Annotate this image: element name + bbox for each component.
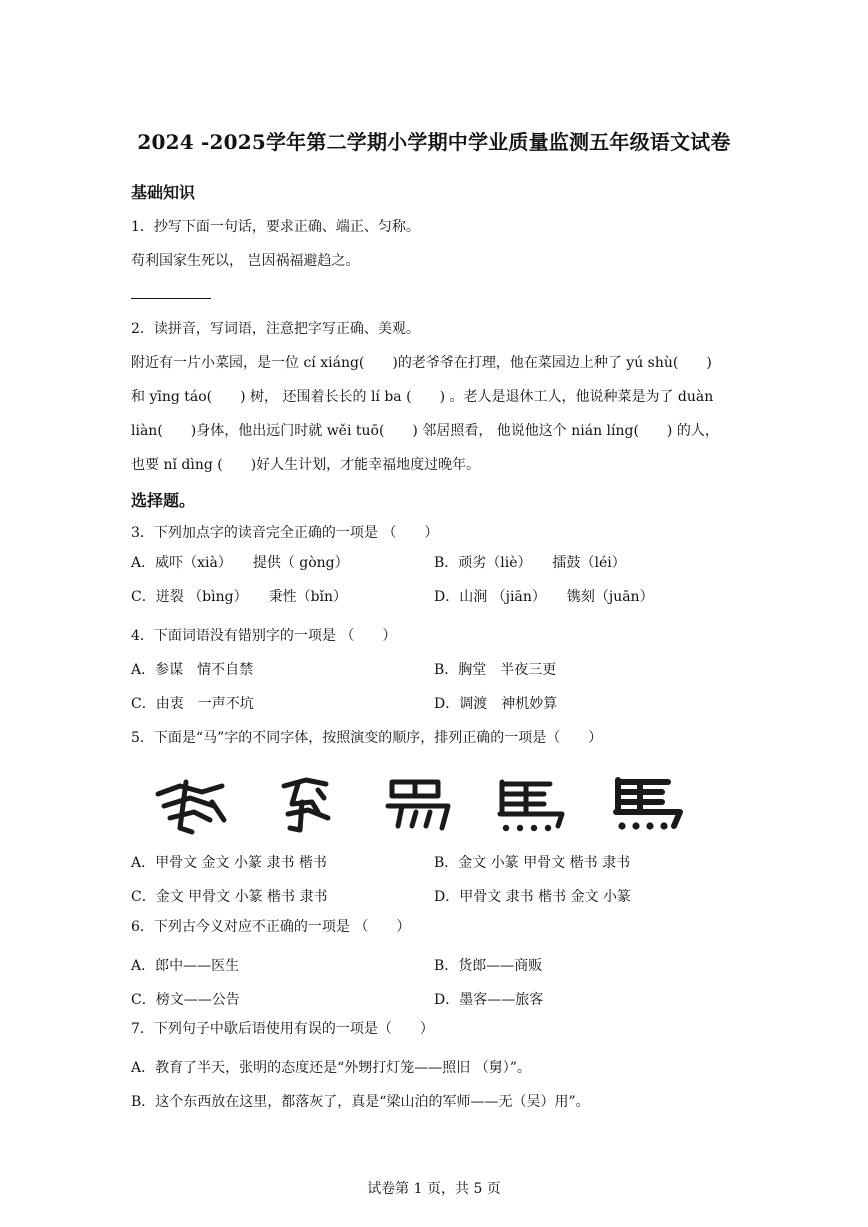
q1-stem: 1．抄写下面一句话，要求正确、端正、匀称。 <box>131 219 420 235</box>
q4-option-b: B．胸堂 半夜三更 <box>434 662 557 678</box>
q5-option-d: D．甲骨文 隶书 楷书 金文 小篆 <box>434 889 632 905</box>
q6-option-d: D．墨客——旅客 <box>434 992 544 1008</box>
q7-option-a: A．教育了半天，张明的态度还是“外甥打灯笼——照旧 （舅）”。 <box>131 1060 531 1076</box>
q7-stem: 7．下列句子中歇后语使用有误的一项是（ ） <box>131 1021 434 1037</box>
q2-line-4: 也要 nǐ dìng ( )好人生计划，才能幸福地度过晚年。 <box>131 457 481 473</box>
section-heading-basic: 基础知识 <box>131 183 196 202</box>
q2-line-3: liàn( )身体，他出远门时就 wěi tuō( ) 邻居照看， 他说他这个 nián líng( ) 的人， <box>131 423 719 439</box>
q6-option-b: B．货郎——商贩 <box>434 958 543 974</box>
q3-option-a: A．威吓（xià） 提供（ gòng） <box>131 555 349 571</box>
regular-dots <box>618 822 667 829</box>
q5-option-b: B．金文 小篆 甲骨文 楷书 隶书 <box>434 855 631 871</box>
q4-option-d: D．调渡 神机妙算 <box>434 696 558 712</box>
ma-character-scripts-image <box>150 772 690 836</box>
q6-option-a: A．郎中——医生 <box>131 958 240 974</box>
q6-option-c: C．榜文——公告 <box>131 992 240 1008</box>
q4-option-c: C．由衷 一声不坑 <box>131 696 254 712</box>
q2-stem: 2．读拼音，写词语，注意把字写正确、美观。 <box>131 321 420 337</box>
page-title: 2024 -2025学年第二学期小学期中学业质量监测五年级语文试卷 <box>137 130 731 154</box>
page-footer: 试卷第 1 页，共 5 页 <box>367 1181 501 1197</box>
q7-option-b: B．这个东西放在这里，都落灰了，真是“梁山泊的军师——无（吴）用”。 <box>131 1094 590 1110</box>
q5-stem: 5．下面是“马”字的不同字体，按照演变的顺序，排列正确的一项是（ ） <box>131 730 603 746</box>
clerical-dots <box>503 825 551 831</box>
q5-option-a: A．甲骨文 金文 小篆 隶书 楷书 <box>131 855 327 871</box>
answer-blank-line <box>131 298 211 299</box>
q3-option-d: D．山涧 （jiān） 镌刻（juān） <box>434 589 654 605</box>
q5-option-c: C．金文 甲骨文 小篆 楷书 隶书 <box>131 889 328 905</box>
q4-stem: 4．下面词语没有错别字的一项是 （ ） <box>131 628 397 644</box>
regular-script-glyph <box>616 780 680 826</box>
section-heading-choice: 选择题。 <box>131 491 196 510</box>
q3-stem: 3．下列加点字的读音完全正确的一项是 （ ） <box>131 525 439 541</box>
q2-line-1: 附近有一片小菜园，是一位 cí xiáng( )的老爷爷在打理，他在菜园边上种了 yú shù( ) <box>131 355 712 371</box>
q2-line-2: 和 yīng táo( ) 树， 还围着长长的 lí ba ( ) 。老人是退休工人，他说种菜是为了 duàn <box>131 389 714 405</box>
ma-scripts-drawing <box>150 772 690 836</box>
q3-option-b: B．顽劣（liè） 擂鼓（léi） <box>434 555 626 571</box>
bronze-glyph <box>284 780 328 830</box>
q4-option-a: A．参谋 情不自禁 <box>131 662 254 678</box>
oracle-bone-glyph <box>158 782 224 832</box>
q1-text: 苟利国家生死以， 岂因祸福避趋之。 <box>131 253 360 269</box>
clerical-glyph <box>500 782 562 826</box>
small-seal-glyph <box>388 782 448 828</box>
q3-option-c: C．迸裂 （bìng） 秉性（bǐn） <box>131 589 348 605</box>
q6-stem: 6．下列古今义对应不正确的一项是 （ ） <box>131 919 411 935</box>
